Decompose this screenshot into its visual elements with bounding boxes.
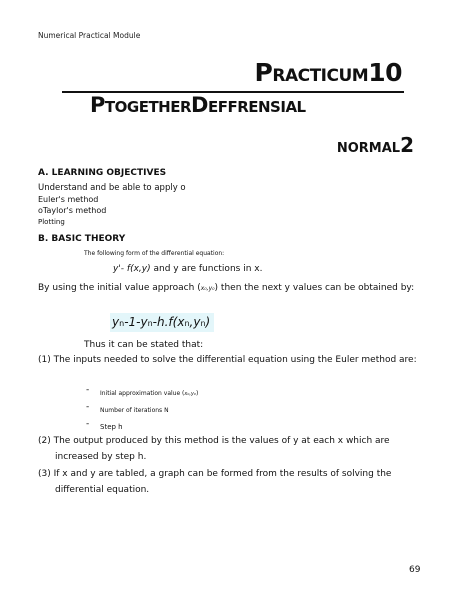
bullet-step: Step h — [100, 423, 123, 431]
section-a-heading: A. LEARNING OBJECTIVES — [38, 168, 167, 178]
bullet-dash: - — [86, 402, 90, 412]
objective-line: oTaylor's method — [38, 206, 107, 215]
numbered-item-2: (2) The output produced by this method is the values of y at each x which are — [38, 436, 390, 446]
numbered-item-1: (1) The inputs needed to solve the differential equation using the Euler method are: — [38, 355, 417, 365]
bullet-dash: - — [86, 419, 90, 429]
numbered-item-2-cont: increased by step h. — [55, 452, 147, 462]
title-line-1: PRACTICUM10 — [254, 58, 402, 87]
running-header: Numerical Practical Module — [38, 31, 141, 40]
title-line-3: NORMAL2 — [336, 133, 414, 157]
bullet-iterations: Number of iterations N — [100, 407, 169, 414]
objective-line: Understand and be able to apply o — [38, 183, 186, 193]
numbered-item-3-cont: differential equation. — [55, 485, 150, 495]
page-number: 69 — [409, 565, 421, 575]
numbered-item-3: (3) If x and y are tabled, a graph can be formed from the results of solving the — [38, 469, 392, 479]
thus-text: Thus it can be stated that: — [84, 340, 204, 350]
objective-line: Plotting — [38, 218, 65, 226]
bullet-initial-value: Initial approximation value (x₀,y₀) — [100, 390, 199, 397]
euler-formula: yn-1-yn-h.f(xn,yn) — [112, 315, 211, 329]
theory-intro: The following form of the differential equation: — [84, 250, 225, 257]
section-b-heading: B. BASIC THEORY — [38, 234, 126, 244]
initial-value-text: By using the initial value approach (x₀,y₀) then the next y values can be obtained by: — [38, 283, 415, 293]
differential-equation: y'- f(x,y) and y are functions in x. — [113, 264, 263, 274]
bullet-dash: - — [86, 385, 90, 395]
title-line-2: PTOGETHERDEFFRENSIAL — [90, 93, 306, 117]
objective-line: Euler's method — [38, 195, 99, 204]
